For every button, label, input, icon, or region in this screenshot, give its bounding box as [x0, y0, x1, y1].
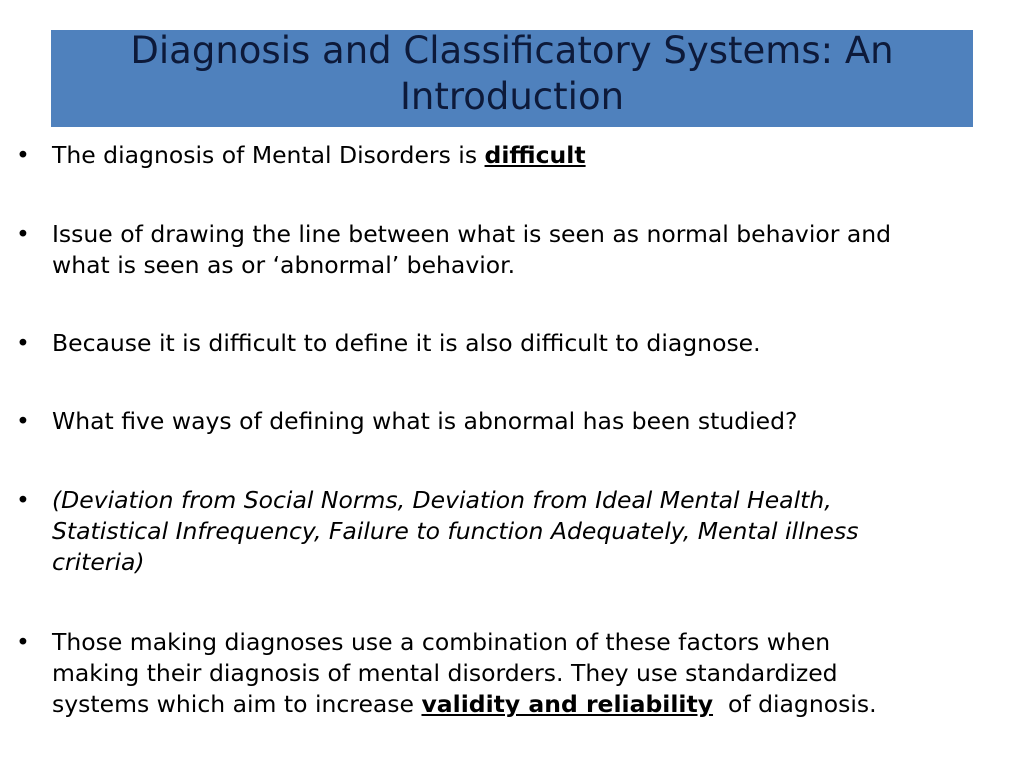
- slide-title-line-2: Introduction: [399, 75, 625, 118]
- bullet-line-3: criteria): [52, 548, 145, 576]
- bullet-dot: •: [16, 407, 30, 435]
- bullet-text: The diagnosis of Mental Disorders is: [52, 141, 485, 169]
- bullet-dot: •: [16, 141, 30, 169]
- emphasis-difficult: difficult: [484, 141, 586, 169]
- bullet-line-2: Statistical Infrequency, Failure to function Adequately, Mental illness: [52, 517, 859, 545]
- bullet-item-diagnosis-difficult: [16, 140, 1012, 171]
- bullet-line-1: Those making diagnoses use a combination of these factors when: [52, 628, 831, 656]
- bullet-line-1: (Deviation from Social Norms, Deviation from Ideal Mental Health,: [52, 486, 832, 514]
- bullet-text-before: systems which aim to increase: [52, 690, 422, 718]
- bullet-item-define-diagnose: [16, 328, 1012, 359]
- bullet-line-3: [52, 689, 1012, 720]
- bullet-line: What five ways of defining what is abnormal has been studied?: [52, 407, 798, 435]
- bullet-item-standardized-systems: [16, 627, 1012, 720]
- bullet-dot: •: [16, 329, 30, 357]
- bullet-item-normal-line: [16, 219, 1012, 281]
- slide-title-line-1: Diagnosis and Classificatory Systems: An: [130, 29, 894, 72]
- bullet-line-2: making their diagnosis of mental disorders. They use standardized: [52, 659, 838, 687]
- bullet-line-2: what is seen as or ‘abnormal’ behavior.: [52, 251, 516, 279]
- bullet-item-five-ways: [16, 406, 1012, 437]
- bullet-dot: •: [16, 220, 30, 248]
- emphasis-validity-reliability: validity and reliability: [421, 690, 714, 718]
- bullet-item-definitions-list: [16, 485, 1012, 578]
- bullet-text-after: of diagnosis.: [713, 690, 877, 718]
- bullet-line-1: Issue of drawing the line between what is seen as normal behavior and: [52, 220, 892, 248]
- bullet-dot: •: [16, 628, 30, 656]
- bullet-dot: •: [16, 486, 30, 514]
- bullet-line: [52, 140, 1012, 171]
- bullet-line: Because it is difficult to define it is also difficult to diagnose.: [52, 329, 761, 357]
